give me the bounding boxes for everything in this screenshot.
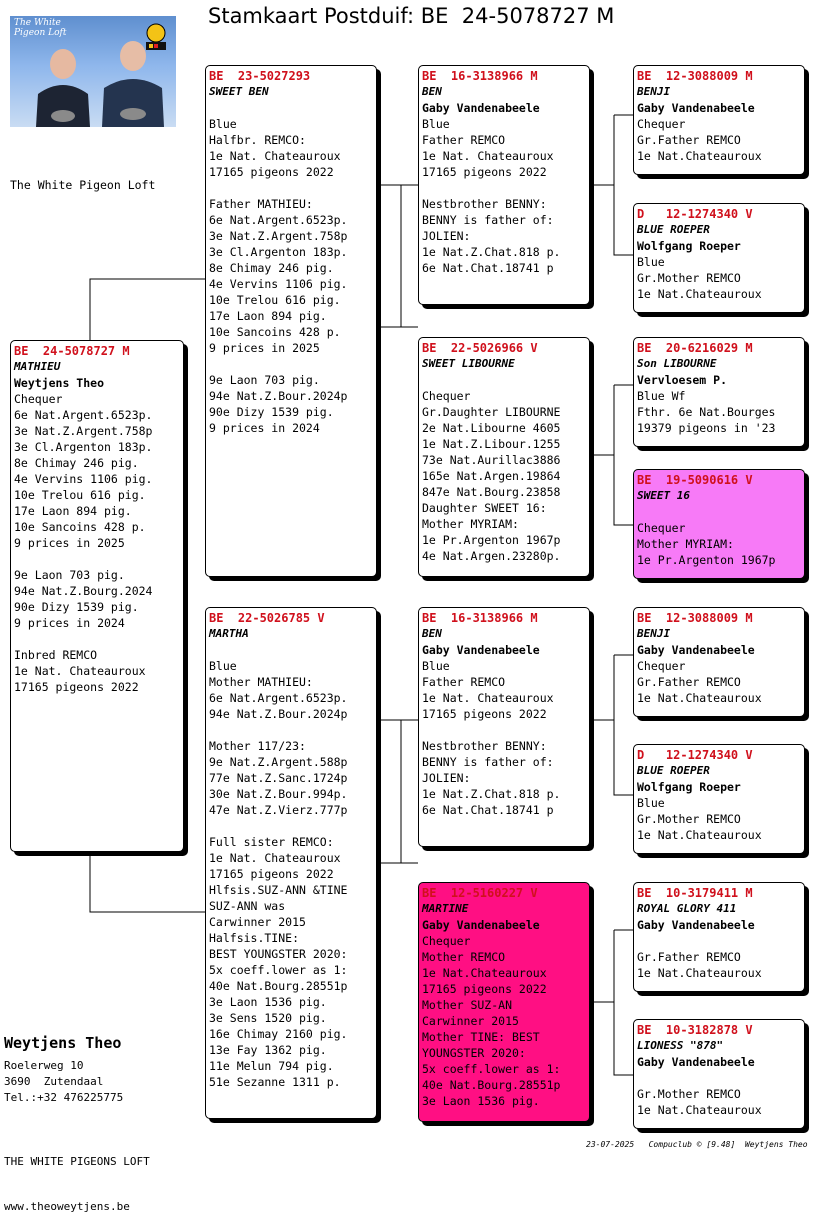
- info-line: Daughter SWEET 16:: [422, 501, 547, 515]
- ring-number: BE 12-5160227 V: [422, 886, 538, 900]
- pigeon-card-fmm[interactable]: [633, 469, 805, 579]
- info-line: 4e Nat.Argen.23280p.: [422, 549, 561, 563]
- info-line: [637, 504, 801, 520]
- info-line: Halfsis.TINE:: [209, 931, 300, 945]
- info-line: 1e Nat. Chateauroux: [422, 691, 554, 705]
- breeder-name: Gaby Vandenabeele: [422, 918, 540, 932]
- info-line: [209, 100, 373, 116]
- info-line: Mother SUZ-AN: [422, 998, 513, 1012]
- info-line: 17165 pigeons 2022: [422, 982, 547, 996]
- owner-address-line: 3690 Zutendaal: [4, 1075, 104, 1088]
- pigeon-name: SWEET 16: [637, 489, 690, 502]
- info-line: Blue: [209, 659, 237, 673]
- pigeon-card-main[interactable]: [10, 340, 184, 852]
- info-line: [422, 180, 586, 196]
- info-line: BENNY is father of:: [422, 213, 554, 227]
- info-line: Gr.Mother REMCO: [637, 812, 741, 826]
- info-line: 4e Vervins 1106 pig.: [209, 277, 348, 291]
- pigeon-name: BENJI: [637, 627, 671, 640]
- info-line: Full sister REMCO:: [209, 835, 334, 849]
- info-line: 3e Cl.Argenton 183p.: [14, 440, 153, 454]
- info-line: 17165 pigeons 2022: [209, 165, 334, 179]
- ring-number: BE 12-3088009 M: [637, 69, 753, 83]
- info-line: 90e Dizy 1539 pig.: [14, 600, 139, 614]
- info-line: 94e Nat.Z.Bourg.2024: [14, 584, 153, 598]
- info-line: Gr.Mother REMCO: [637, 1087, 741, 1101]
- info-line: Gr.Father REMCO: [637, 950, 741, 964]
- info-line: Father MATHIEU:: [209, 197, 313, 211]
- info-line: 1e Nat.Z.Chat.818 p.: [422, 787, 561, 801]
- info-line: 1e Nat.Z.Libour.1255: [422, 437, 561, 451]
- ring-number: D 12-1274340 V: [637, 207, 753, 221]
- info-line: Gr.Daughter LIBOURNE: [422, 405, 561, 419]
- info-line: 1e Nat.Chateauroux: [422, 966, 547, 980]
- breeder-name: Gaby Vandenabeele: [637, 1055, 755, 1069]
- pigeon-card-ffm[interactable]: [633, 203, 805, 313]
- pigeon-name: Son LIBOURNE: [637, 357, 717, 370]
- ring-number: BE 12-3088009 M: [637, 611, 753, 625]
- info-line: [209, 356, 373, 372]
- info-line: 94e Nat.Z.Bour.2024p: [209, 707, 348, 721]
- info-line: 51e Sezanne 1311 p.: [209, 1075, 341, 1089]
- info-line: 1e Nat. Chateauroux: [14, 664, 146, 678]
- footer-stamp: 23-07-2025 Compuclub © [9.48] Weytjens Theo: [586, 1140, 808, 1149]
- info-line: Carwinner 2015: [209, 915, 306, 929]
- info-line: Gr.Mother REMCO: [637, 271, 741, 285]
- info-line: 40e Nat.Bourg.28551p: [422, 1078, 561, 1092]
- info-line: [209, 642, 373, 658]
- info-line: Chequer: [14, 392, 63, 406]
- pigeon-card-fmf[interactable]: [633, 337, 805, 447]
- info-line: 1e Nat.Chateauroux: [637, 828, 762, 842]
- info-line: Gr.Father REMCO: [637, 675, 741, 689]
- info-line: Carwinner 2015: [422, 1014, 519, 1028]
- info-line: Fthr. 6e Nat.Bourges: [637, 405, 776, 419]
- info-line: SUZ-ANN was: [209, 899, 286, 913]
- info-line: 1e Pr.Argenton 1967p: [422, 533, 561, 547]
- info-line: BEST YOUNGSTER 2020:: [209, 947, 348, 961]
- info-line: 9 prices in 2025: [14, 536, 125, 550]
- info-line: 94e Nat.Z.Bour.2024p: [209, 389, 348, 403]
- info-line: 1e Pr.Argenton 1967p: [637, 553, 776, 567]
- pigeon-name: BENJI: [637, 85, 671, 98]
- ring-number: BE 22-5026966 V: [422, 341, 538, 355]
- loft-logo: The White Pigeon Loft: [14, 18, 67, 38]
- ring-number: BE 20-6216029 M: [637, 341, 753, 355]
- breeder-name: Weytjens Theo: [14, 376, 105, 390]
- info-line: 40e Nat.Bourg.28551p: [209, 979, 348, 993]
- info-line: 11e Melun 794 pig.: [209, 1059, 334, 1073]
- info-line: 6e Nat.Chat.18741 p: [422, 261, 554, 275]
- info-line: 6e Nat.Chat.18741 p: [422, 803, 554, 817]
- pigeon-card-father-father[interactable]: [418, 65, 590, 305]
- info-line: Blue: [422, 659, 450, 673]
- ring-number: BE 24-5078727 M: [14, 344, 130, 358]
- info-line: 3e Nat.Z.Argent.758p: [14, 424, 153, 438]
- info-line: Blue: [422, 117, 450, 131]
- info-line: Blue: [637, 255, 665, 269]
- info-line: Mother REMCO: [422, 950, 506, 964]
- info-line: Halfbr. REMCO:: [209, 133, 306, 147]
- pigeon-name: SWEET BEN: [209, 85, 269, 98]
- info-line: YOUNGSTER 2020:: [422, 1046, 526, 1060]
- pigeon-name: LIONESS "878": [637, 1039, 724, 1052]
- info-line: 5x coeff.lower as 1:: [209, 963, 348, 977]
- info-line: Blue: [637, 796, 665, 810]
- footer-loft-name: THE WHITE PIGEONS LOFT: [4, 1155, 150, 1168]
- pigeon-name: MARTHA: [209, 627, 249, 640]
- info-line: 73e Nat.Aurillac3886: [422, 453, 561, 467]
- pigeon-card-mmf[interactable]: [633, 882, 805, 992]
- pigeon-card-mother-father[interactable]: [418, 607, 590, 847]
- owner-address-line: Roelerweg 10: [4, 1059, 84, 1072]
- info-line: 847e Nat.Bourg.23858: [422, 485, 561, 499]
- info-line: Mother MYRIAM:: [637, 537, 734, 551]
- ring-number: BE 16-3138966 M: [422, 611, 538, 625]
- info-line: 10e Sancoins 428 p.: [14, 520, 146, 534]
- pigeon-name: BLUE ROEPER: [637, 764, 710, 777]
- ring-number: BE 16-3138966 M: [422, 69, 538, 83]
- info-line: Mother 117/23:: [209, 739, 306, 753]
- pigeon-name: ROYAL GLORY 411: [637, 902, 737, 915]
- info-line: Father REMCO: [422, 133, 506, 147]
- info-line: Mother TINE: BEST: [422, 1030, 540, 1044]
- info-line: Mother MYRIAM:: [422, 517, 519, 531]
- pigeon-card-fff[interactable]: [633, 65, 805, 175]
- info-line: 3e Sens 1520 pig.: [209, 1011, 327, 1025]
- info-line: [422, 372, 586, 388]
- info-line: 165e Nat.Argen.19864: [422, 469, 561, 483]
- footer-url[interactable]: www.theoweytjens.be: [4, 1200, 130, 1213]
- breeder-name: Gaby Vandenabeele: [637, 918, 755, 932]
- info-line: [209, 818, 373, 834]
- info-line: JOLIEN:: [422, 771, 471, 785]
- info-line: 9e Nat.Z.Argent.588p: [209, 755, 348, 769]
- info-line: 9 prices in 2025: [209, 341, 320, 355]
- info-line: Chequer: [637, 117, 686, 131]
- info-line: BENNY is father of:: [422, 755, 554, 769]
- pigeon-name: BLUE ROEPER: [637, 223, 710, 236]
- info-line: 90e Dizy 1539 pig.: [209, 405, 334, 419]
- info-line: [637, 933, 801, 949]
- info-line: 17e Laon 894 pig.: [209, 309, 327, 323]
- info-line: 8e Chimay 246 pig.: [14, 456, 139, 470]
- breeder-name: Vervloesem P.: [637, 373, 728, 387]
- info-line: Chequer: [637, 659, 686, 673]
- info-line: Chequer: [422, 389, 471, 403]
- info-line: 1e Nat.Chateauroux: [637, 691, 762, 705]
- info-line: 2e Nat.Libourne 4605: [422, 421, 561, 435]
- pigeon-card-father[interactable]: [205, 65, 377, 577]
- info-line: [209, 722, 373, 738]
- owner-block: [4, 1034, 123, 1106]
- info-line: JOLIEN:: [422, 229, 471, 243]
- info-line: 3e Laon 1536 pig.: [422, 1094, 540, 1108]
- info-line: Blue Wf: [637, 389, 686, 403]
- info-line: 13e Fay 1362 pig.: [209, 1043, 327, 1057]
- info-line: Nestbrother BENNY:: [422, 197, 547, 211]
- info-line: Gr.Father REMCO: [637, 133, 741, 147]
- info-line: [14, 631, 180, 647]
- info-line: 1e Nat. Chateauroux: [209, 149, 341, 163]
- pigeon-card-mmm[interactable]: [633, 1019, 805, 1129]
- ring-number: BE 23-5027293: [209, 69, 311, 83]
- info-line: 9e Laon 703 pig.: [14, 568, 125, 582]
- pigeon-name: SWEET LIBOURNE: [422, 357, 515, 370]
- info-line: 6e Nat.Argent.6523p.: [209, 691, 348, 705]
- pigeon-card-mfm[interactable]: [633, 744, 805, 854]
- info-line: 4e Vervins 1106 pig.: [14, 472, 153, 486]
- info-line: 19379 pigeons in '23: [637, 421, 776, 435]
- info-line: 10e Trelou 616 pig.: [14, 488, 146, 502]
- info-line: Hlfsis.SUZ-ANN &TINE: [209, 883, 348, 897]
- info-line: 3e Nat.Z.Argent.758p: [209, 229, 348, 243]
- page-title: Stamkaart Postduif: BE 24-5078727 M: [208, 4, 615, 28]
- ring-number: BE 10-3179411 M: [637, 886, 753, 900]
- pigeon-card-mother[interactable]: [205, 607, 377, 1119]
- info-line: Father REMCO: [422, 675, 506, 689]
- info-line: 3e Cl.Argenton 183p.: [209, 245, 348, 259]
- info-line: 17165 pigeons 2022: [422, 707, 547, 721]
- info-line: 6e Nat.Argent.6523p.: [14, 408, 153, 422]
- info-line: 10e Sancoins 428 p.: [209, 325, 341, 339]
- info-line: Chequer: [422, 934, 471, 948]
- info-line: 1e Nat.Chateauroux: [637, 287, 762, 301]
- info-line: 1e Nat.Chateauroux: [637, 149, 762, 163]
- ring-number: BE 10-3182878 V: [637, 1023, 753, 1037]
- owner-name: Weytjens Theo: [4, 1034, 122, 1052]
- info-line: Blue: [209, 117, 237, 131]
- ring-number: BE 19-5090616 V: [637, 473, 753, 487]
- pigeon-name: MARTINE: [422, 902, 469, 915]
- footer-loft: [4, 1124, 150, 1229]
- breeder-name: Gaby Vandenabeele: [637, 643, 755, 657]
- info-line: 9e Laon 703 pig.: [209, 373, 320, 387]
- info-line: [637, 1070, 801, 1086]
- info-line: 17165 pigeons 2022: [14, 680, 139, 694]
- breeder-name: Wolfgang Roeper: [637, 780, 741, 794]
- info-line: [422, 722, 586, 738]
- info-line: 1e Nat.Z.Chat.818 p.: [422, 245, 561, 259]
- breeder-name: Wolfgang Roeper: [637, 239, 741, 253]
- pigeon-card-mff[interactable]: [633, 607, 805, 717]
- owner-phone: Tel.:+32 476225775: [4, 1091, 124, 1104]
- info-line: [14, 551, 180, 567]
- loft-label: The White Pigeon Loft: [10, 178, 156, 192]
- info-line: Chequer: [637, 521, 686, 535]
- info-line: 9 prices in 2024: [14, 616, 125, 630]
- info-line: 30e Nat.Z.Bour.994p.: [209, 787, 348, 801]
- info-line: 1e Nat. Chateauroux: [422, 149, 554, 163]
- info-line: 17e Laon 894 pig.: [14, 504, 132, 518]
- info-line: 1e Nat. Chateauroux: [209, 851, 341, 865]
- breeder-name: Gaby Vandenabeele: [637, 101, 755, 115]
- info-line: 1e Nat.Chateauroux: [637, 1103, 762, 1117]
- breeder-name: Gaby Vandenabeele: [422, 101, 540, 115]
- pigeon-name: BEN: [422, 627, 442, 640]
- info-line: Nestbrother BENNY:: [422, 739, 547, 753]
- pigeon-card-father-mother[interactable]: [418, 337, 590, 577]
- pigeon-name: BEN: [422, 85, 442, 98]
- ring-number: BE 22-5026785 V: [209, 611, 325, 625]
- pigeon-card-mother-mother[interactable]: [418, 882, 590, 1122]
- info-line: Inbred REMCO: [14, 648, 98, 662]
- info-line: 16e Chimay 2160 pig.: [209, 1027, 348, 1041]
- info-line: 1e Nat.Chateauroux: [637, 966, 762, 980]
- info-line: 47e Nat.Z.Vierz.777p: [209, 803, 348, 817]
- info-line: 8e Chimay 246 pig.: [209, 261, 334, 275]
- info-line: 10e Trelou 616 pig.: [209, 293, 341, 307]
- info-line: [209, 180, 373, 196]
- pigeon-name: MATHIEU: [14, 360, 61, 373]
- info-line: 3e Laon 1536 pig.: [209, 995, 327, 1009]
- info-line: 17165 pigeons 2022: [422, 165, 547, 179]
- info-line: 77e Nat.Z.Sanc.1724p: [209, 771, 348, 785]
- info-line: 17165 pigeons 2022: [209, 867, 334, 881]
- info-line: 9 prices in 2024: [209, 421, 320, 435]
- ring-number: D 12-1274340 V: [637, 748, 753, 762]
- info-line: Mother MATHIEU:: [209, 675, 313, 689]
- breeder-name: Gaby Vandenabeele: [422, 643, 540, 657]
- info-line: 5x coeff.lower as 1:: [422, 1062, 561, 1076]
- info-line: 6e Nat.Argent.6523p.: [209, 213, 348, 227]
